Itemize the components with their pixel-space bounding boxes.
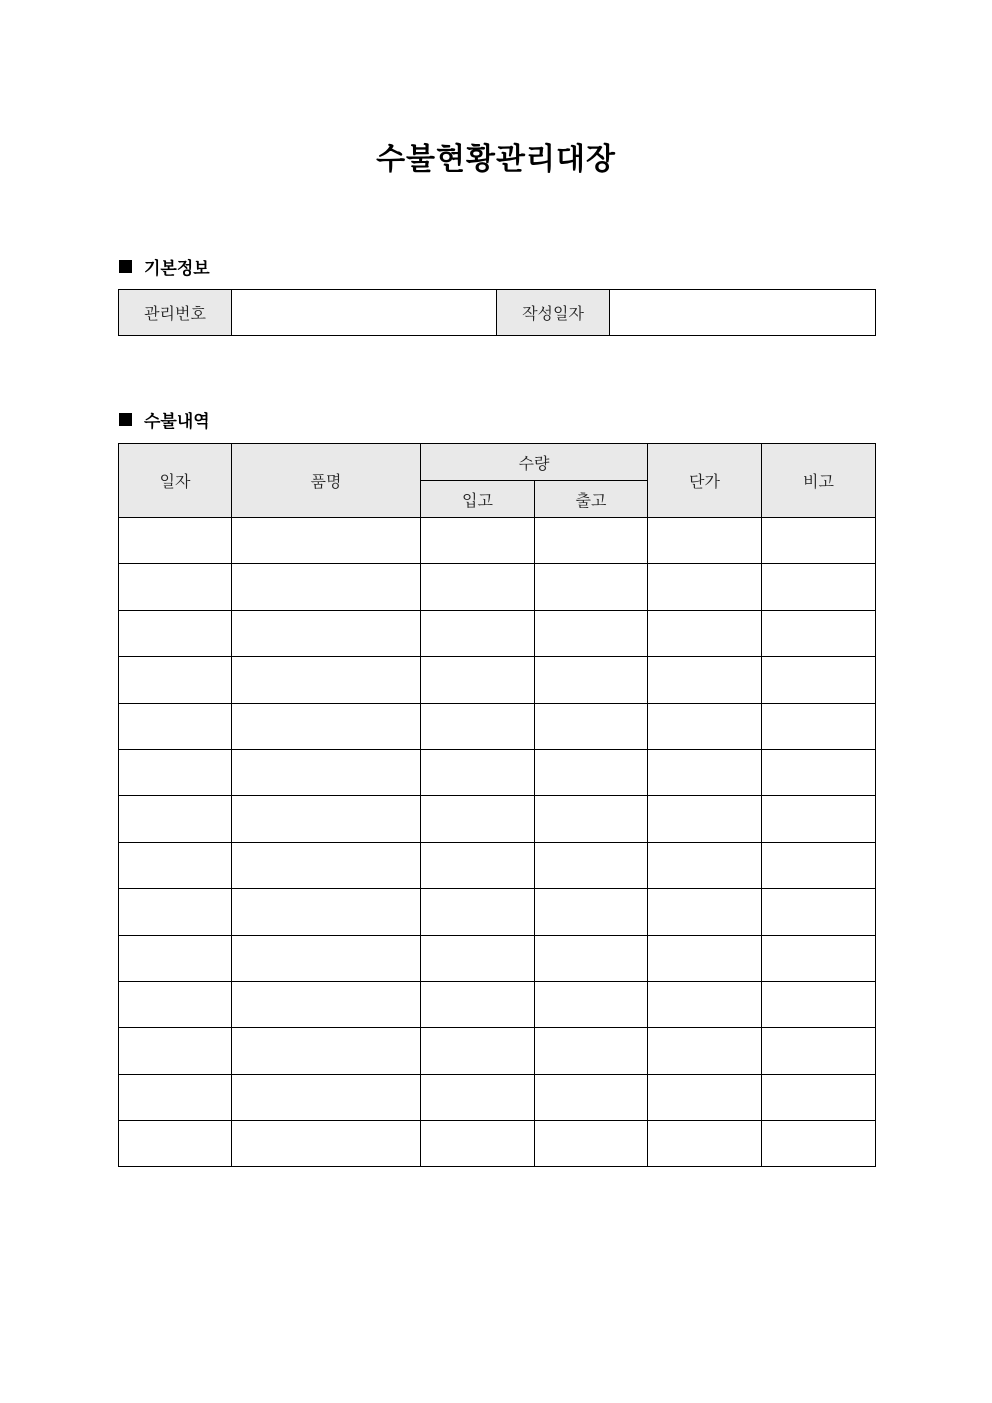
in-cell[interactable] xyxy=(421,842,535,888)
date-cell[interactable] xyxy=(119,703,232,749)
header-unit-price: 단가 xyxy=(648,444,762,518)
table-row xyxy=(119,1028,876,1074)
item-cell[interactable] xyxy=(232,610,421,656)
management-number-field[interactable] xyxy=(232,290,497,336)
out-cell[interactable] xyxy=(535,935,648,981)
section-label: 기본정보 xyxy=(144,259,210,279)
in-cell[interactable] xyxy=(421,657,535,703)
date-cell[interactable] xyxy=(119,981,232,1027)
note-cell[interactable] xyxy=(762,842,876,888)
in-cell[interactable] xyxy=(421,796,535,842)
note-cell[interactable] xyxy=(762,518,876,564)
table-row xyxy=(119,842,876,888)
unit-price-cell[interactable] xyxy=(648,981,762,1027)
date-cell[interactable] xyxy=(119,889,232,935)
item-cell[interactable] xyxy=(232,981,421,1027)
date-cell[interactable] xyxy=(119,749,232,795)
item-cell[interactable] xyxy=(232,703,421,749)
note-cell[interactable] xyxy=(762,889,876,935)
in-cell[interactable] xyxy=(421,610,535,656)
table-row xyxy=(119,657,876,703)
table-row xyxy=(119,981,876,1027)
out-cell[interactable] xyxy=(535,703,648,749)
date-cell[interactable] xyxy=(119,796,232,842)
note-cell[interactable] xyxy=(762,935,876,981)
note-cell[interactable] xyxy=(762,981,876,1027)
header-date: 일자 xyxy=(119,444,232,518)
out-cell[interactable] xyxy=(535,1074,648,1120)
item-cell[interactable] xyxy=(232,749,421,795)
note-cell[interactable] xyxy=(762,1074,876,1120)
out-cell[interactable] xyxy=(535,518,648,564)
note-cell[interactable] xyxy=(762,796,876,842)
unit-price-cell[interactable] xyxy=(648,1028,762,1074)
unit-price-cell[interactable] xyxy=(648,889,762,935)
date-cell[interactable] xyxy=(119,657,232,703)
note-cell[interactable] xyxy=(762,564,876,610)
table-row xyxy=(119,1074,876,1120)
in-cell[interactable] xyxy=(421,1028,535,1074)
in-cell[interactable] xyxy=(421,1121,535,1167)
item-cell[interactable] xyxy=(232,518,421,564)
square-bullet-icon xyxy=(119,260,132,273)
out-cell[interactable] xyxy=(535,1028,648,1074)
out-cell[interactable] xyxy=(535,796,648,842)
created-date-label: 작성일자 xyxy=(497,290,610,336)
date-cell[interactable] xyxy=(119,610,232,656)
item-cell[interactable] xyxy=(232,564,421,610)
in-cell[interactable] xyxy=(421,749,535,795)
out-cell[interactable] xyxy=(535,564,648,610)
created-date-field[interactable] xyxy=(610,290,876,336)
section-label: 수불내역 xyxy=(144,412,210,432)
unit-price-cell[interactable] xyxy=(648,564,762,610)
note-cell[interactable] xyxy=(762,1121,876,1167)
note-cell[interactable] xyxy=(762,610,876,656)
table-row xyxy=(119,703,876,749)
in-cell[interactable] xyxy=(421,981,535,1027)
unit-price-cell[interactable] xyxy=(648,935,762,981)
date-cell[interactable] xyxy=(119,842,232,888)
date-cell[interactable] xyxy=(119,1121,232,1167)
section-heading-ledger xyxy=(119,407,210,432)
table-row xyxy=(119,518,876,564)
out-cell[interactable] xyxy=(535,981,648,1027)
date-cell[interactable] xyxy=(119,1028,232,1074)
date-cell[interactable] xyxy=(119,564,232,610)
date-cell[interactable] xyxy=(119,935,232,981)
header-out: 출고 xyxy=(535,481,648,518)
unit-price-cell[interactable] xyxy=(648,1121,762,1167)
date-cell[interactable] xyxy=(119,518,232,564)
out-cell[interactable] xyxy=(535,657,648,703)
unit-price-cell[interactable] xyxy=(648,610,762,656)
header-in: 입고 xyxy=(421,481,535,518)
in-cell[interactable] xyxy=(421,564,535,610)
note-cell[interactable] xyxy=(762,657,876,703)
item-cell[interactable] xyxy=(232,842,421,888)
basic-info-table xyxy=(118,289,876,336)
unit-price-cell[interactable] xyxy=(648,657,762,703)
table-row xyxy=(119,1121,876,1167)
item-cell[interactable] xyxy=(232,1074,421,1120)
unit-price-cell[interactable] xyxy=(648,749,762,795)
table-row xyxy=(119,935,876,981)
table-row xyxy=(119,749,876,795)
table-row xyxy=(119,796,876,842)
in-cell[interactable] xyxy=(421,889,535,935)
in-cell[interactable] xyxy=(421,518,535,564)
in-cell[interactable] xyxy=(421,1074,535,1120)
unit-price-cell[interactable] xyxy=(648,1074,762,1120)
header-item: 품명 xyxy=(232,444,421,518)
table-row xyxy=(119,564,876,610)
item-cell[interactable] xyxy=(232,889,421,935)
unit-price-cell[interactable] xyxy=(648,703,762,749)
header-note: 비고 xyxy=(762,444,876,518)
item-cell[interactable] xyxy=(232,935,421,981)
item-cell[interactable] xyxy=(232,657,421,703)
header-quantity: 수량 xyxy=(421,444,648,481)
table-row xyxy=(119,889,876,935)
item-cell[interactable] xyxy=(232,796,421,842)
in-cell[interactable] xyxy=(421,703,535,749)
in-cell[interactable] xyxy=(421,935,535,981)
date-cell[interactable] xyxy=(119,1074,232,1120)
square-bullet-icon xyxy=(119,413,132,426)
management-number-label: 관리번호 xyxy=(119,290,232,336)
item-cell[interactable] xyxy=(232,1028,421,1074)
document-title: 수불현황관리대장 xyxy=(376,142,616,177)
out-cell[interactable] xyxy=(535,749,648,795)
section-heading-basic-info xyxy=(119,254,210,279)
unit-price-cell[interactable] xyxy=(648,842,762,888)
table-row xyxy=(119,610,876,656)
out-cell[interactable] xyxy=(535,889,648,935)
note-cell[interactable] xyxy=(762,749,876,795)
unit-price-cell[interactable] xyxy=(648,796,762,842)
out-cell[interactable] xyxy=(535,610,648,656)
out-cell[interactable] xyxy=(535,1121,648,1167)
ledger-table xyxy=(118,443,876,1167)
item-cell[interactable] xyxy=(232,1121,421,1167)
note-cell[interactable] xyxy=(762,1028,876,1074)
note-cell[interactable] xyxy=(762,703,876,749)
unit-price-cell[interactable] xyxy=(648,518,762,564)
out-cell[interactable] xyxy=(535,842,648,888)
